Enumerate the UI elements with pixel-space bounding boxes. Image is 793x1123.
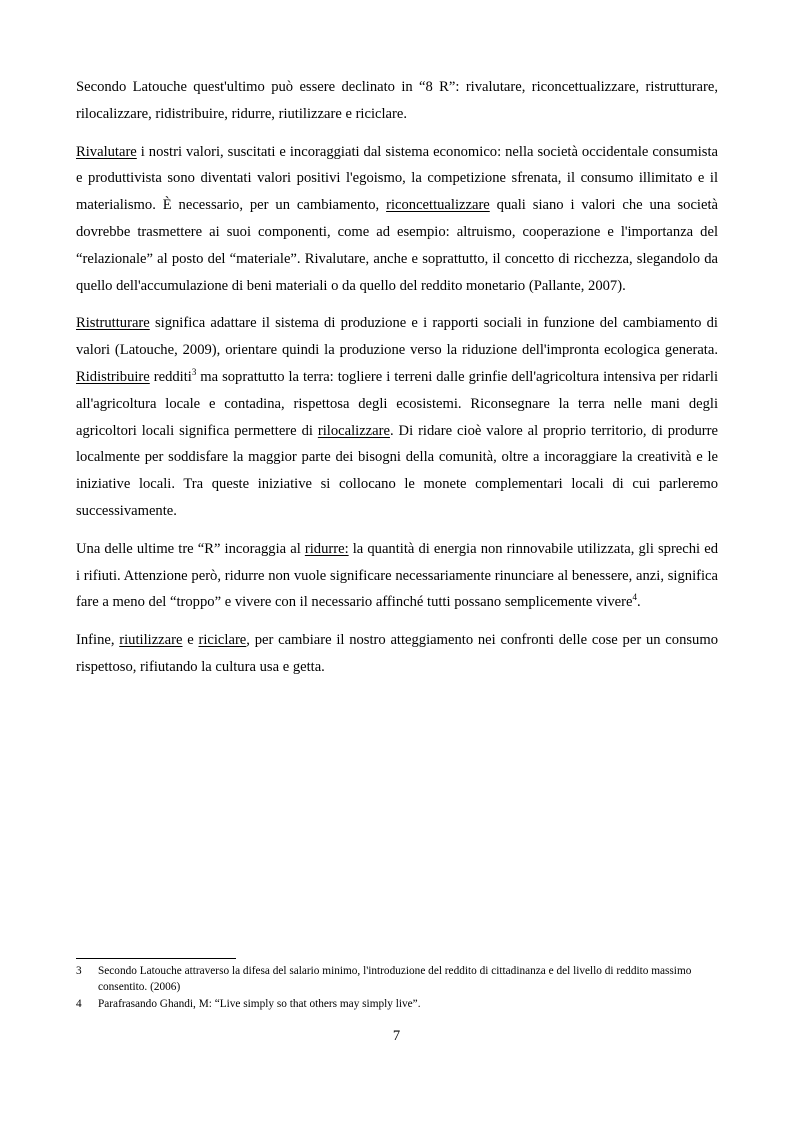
footnote-text: Parafrasando Ghandi, M: “Live simply so that others may simply live”. — [98, 998, 421, 1010]
paragraph-8r-intro: Secondo Latouche quest'ultimo può essere declinato in “8 R”: rivalutare, riconcettualizzare, ristrutturare, rilocalizzare, ridistribuire, ridurre, riutilizzare e riciclare. — [76, 79, 718, 122]
document-body — [76, 74, 718, 692]
footnote-number: 4 — [76, 998, 82, 1010]
term-ridurre: ridurre: — [304, 540, 349, 557]
footnotes — [76, 964, 718, 1015]
footnote-3 — [76, 964, 718, 995]
paragraph-riutilizzare: Infine, riutilizzare e riciclare, per cambiare il nostro atteggiamento nei confronti delle cose per un consumo rispettoso, rifiutando la cultura usa e getta. — [76, 632, 718, 675]
footnote-text: Secondo Latouche attraverso la difesa del salario minimo, l'introduzione del reddito di cittadinanza e del livello di reddito massimo consentito. (2006) — [98, 965, 692, 993]
page-number: 7 — [392, 1028, 401, 1044]
footnote-4 — [76, 997, 718, 1013]
paragraph-rivalutare: Rivalutare i nostri valori, suscitati e incoraggiati dal sistema economico: nella società occidentale consumista e produttivista sono diventati valori positivi l'egoismo, la competizione sfrenata, il consumo illimitato e il materialismo. È necessario, per un cambiamento, riconcettualizzare quali siano i valori che una società dovrebbe trasmettere ai suoi componenti, come ad esempio: altruismo, cooperazione e l'importanza del “relazionale” al posto del “materiale”. Rivalutare, anche e soprattutto, il concetto di ricchezza, slegandolo da quello dell'accumulazione di beni materiali o da quello del reddito monetario (Pallante, 2007). — [76, 143, 718, 294]
footnote-ref-4[interactable]: 4 — [632, 592, 638, 603]
paragraph-ristrutturare: Ristrutturare significa adattare il sistema di produzione e i rapporti sociali in funzione del cambiamento di valori (Latouche, 2009), orientare quindi la produzione verso la riduzione dell'impronta ecologica generata. Ridistribuire redditi$^3$ ma soprattutto la terra: togliere i terreni dalle grinfie dell'agricoltura intensiva per ridarli all'agricoltura locale e contadina, rispettosa degli ecosistemi. Riconsegnare la terra nelle mani degli agricoltori locali significa permettere di rilocalizzare. Di ridare cioè valore al proprio territorio, di produrre localmente per soddisfare la maggior parte dei bisogni della comunità, oltre a incoraggiare la creatività e le iniziative locali. Tra queste iniziative si collocano le monete complementari locali di cui parleremo successivamente. — [76, 315, 719, 519]
paragraph-ridurre: Una delle ultime tre “R” incoraggia al ridurre: la quantità di energia non rinnovabile utilizzata, gli sprechi ed i rifiuti. Attenzione però, ridurre non vuole significare necessariamente rinunciare al benessere, anzi, significa fare a meno del “troppo” e vivere con il necessario affinché tutti possano semplicemente vivere$^4$. — [76, 540, 718, 611]
term-riutilizzare: riutilizzare — [119, 632, 183, 649]
term-rivalutare: Rivalutare — [76, 143, 137, 160]
term-riciclare: riciclare — [198, 632, 247, 649]
term-rilocalizzare: rilocalizzare — [317, 422, 390, 439]
term-ridistribuire: Ridistribuire — [76, 368, 150, 385]
footnote-ref-3[interactable]: 3 — [191, 367, 197, 378]
footnote-separator — [76, 958, 236, 959]
term-ristrutturare: Ristrutturare — [76, 315, 150, 332]
footnote-number: 3 — [76, 965, 82, 977]
term-riconcettualizzare: riconcettualizzare — [386, 197, 490, 214]
